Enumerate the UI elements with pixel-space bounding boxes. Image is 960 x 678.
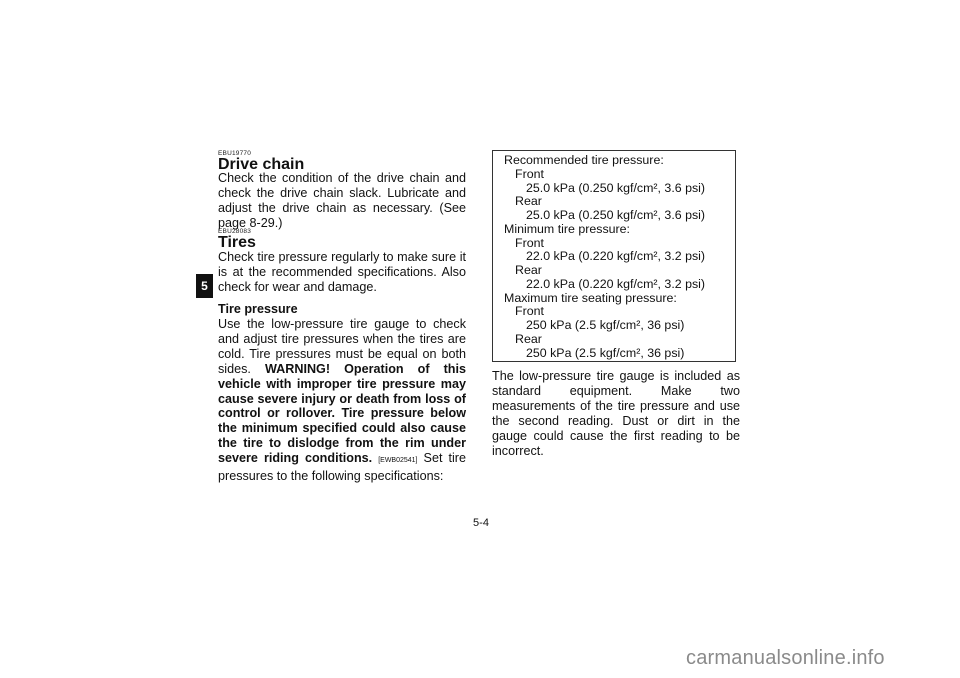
spec-value: 22.0 kPa (0.220 kgf/cm², 3.2 psi): [526, 276, 706, 291]
section-title-drive-chain: Drive chain: [218, 156, 305, 173]
spec-value: 250 kPa (2.5 kgf/cm², 36 psi): [526, 345, 685, 360]
gauge-note-body: The low-pressure tire gauge is included as standard equipment. Make two measurements of the tire pressure and use the second reading. Dust or dirt in the gauge could cause the first reading to be incorrect.: [492, 369, 740, 458]
spec-value: 250 kPa (2.5 kgf/cm², 36 psi): [526, 318, 685, 332]
chapter-tab: 5: [196, 274, 213, 298]
spec-label: Minimum tire pressure:: [504, 221, 630, 236]
spec-front-label: Front: [515, 235, 544, 250]
spec-rear-label: Rear: [515, 263, 542, 277]
subheading-tire-pressure: Tire pressure: [218, 302, 298, 316]
section-code: EBU19770: [218, 150, 252, 157]
spec-rear-label: Rear: [515, 194, 542, 209]
section-code: EBU28083: [218, 228, 252, 235]
spec-front-label: Front: [515, 304, 544, 319]
tires-body: Check tire pressure regularly to make sure it is at the recommended specifications. Also check for wear and damage.: [218, 250, 466, 294]
spec-label: Maximum tire seating pressure:: [504, 290, 677, 305]
tire-pressure-spec-box: [492, 150, 736, 362]
spec-value: 25.0 kPa (0.250 kgf/cm², 3.6 psi): [526, 180, 706, 195]
section-title-tires: Tires: [218, 234, 256, 251]
tire-pressure-body: [218, 317, 466, 484]
page-number: 5-4: [473, 517, 489, 529]
outro-text: Set tire pressures to the following specifications:: [218, 451, 466, 484]
warning-code: [EWB02541]: [378, 457, 418, 465]
spec-label: Recommended tire pressure:: [504, 153, 664, 167]
spec-value: 25.0 kPa (0.250 kgf/cm², 3.6 psi): [526, 208, 706, 222]
watermark: carmanualsonline.info: [686, 647, 885, 669]
spec-front-label: Front: [515, 166, 544, 181]
spec-value: 22.0 kPa (0.220 kgf/cm², 3.2 psi): [526, 249, 706, 264]
spec-rear-label: Rear: [515, 331, 542, 346]
drive-chain-body: Check the condition of the drive chain and check the drive chain slack. Lubricate and adjust the drive chain as necessary. (See page 8-29.): [218, 171, 466, 230]
warning-text: WARNING! Operation of this vehicle with improper tire pressure may cause severe injury or death from loss of control or rollover. Tire pressure below the minimum specified could also cause the tire to dislodge from the rim under severe riding conditions.: [218, 361, 466, 466]
intro-text: Use the low-pressure tire gauge to check and adjust tire pressures when the tires are cold. Tire pressures must be equal on both sides.: [218, 317, 466, 376]
